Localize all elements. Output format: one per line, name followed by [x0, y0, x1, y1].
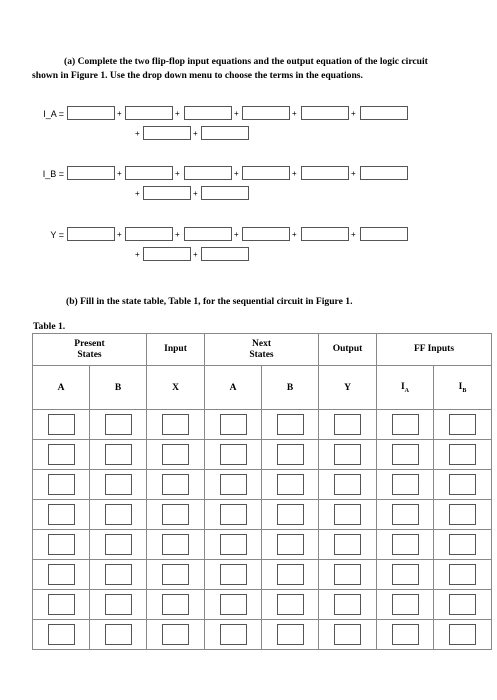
term-dropdown[interactable]	[184, 106, 232, 120]
plus-sign: +	[292, 230, 297, 239]
answer-input[interactable]	[220, 624, 247, 645]
answer-input[interactable]	[392, 414, 419, 435]
column-header-cell	[90, 366, 147, 410]
table-cell	[377, 590, 434, 620]
table-cell	[90, 560, 147, 590]
answer-input[interactable]	[162, 504, 189, 525]
plus-sign: +	[175, 109, 180, 118]
answer-input[interactable]	[449, 474, 476, 495]
term-dropdown[interactable]	[125, 166, 173, 180]
header-ff-inputs: FF Inputs	[377, 334, 492, 366]
term-dropdown[interactable]	[301, 166, 349, 180]
table-cell	[90, 440, 147, 470]
answer-input[interactable]	[392, 534, 419, 555]
answer-input[interactable]	[48, 474, 75, 495]
equation-label: I_B =	[42, 169, 64, 179]
answer-input[interactable]	[392, 474, 419, 495]
plus-sign: +	[117, 230, 122, 239]
column-header-subscript: B	[462, 387, 467, 394]
answer-input[interactable]	[277, 534, 304, 555]
answer-input[interactable]	[48, 444, 75, 465]
table-cell	[205, 440, 262, 470]
answer-input[interactable]	[48, 594, 75, 615]
plus-sign: +	[351, 230, 356, 239]
column-header-cell	[33, 366, 90, 410]
answer-input[interactable]	[162, 444, 189, 465]
answer-input[interactable]	[105, 564, 132, 585]
answer-input[interactable]	[277, 564, 304, 585]
answer-input[interactable]	[105, 624, 132, 645]
table-cell	[147, 530, 205, 560]
term-dropdown[interactable]	[184, 227, 232, 241]
part-a-instructions	[32, 55, 487, 83]
answer-input[interactable]	[334, 534, 361, 555]
answer-input[interactable]	[449, 594, 476, 615]
header-next-states	[205, 334, 319, 366]
table-cell	[33, 560, 90, 590]
answer-input[interactable]	[449, 444, 476, 465]
answer-input[interactable]	[220, 534, 247, 555]
column-header-row	[33, 366, 492, 410]
answer-input[interactable]	[449, 564, 476, 585]
answer-input[interactable]	[334, 564, 361, 585]
table-cell	[262, 410, 319, 440]
table-cell	[147, 560, 205, 590]
column-header-label: A	[229, 382, 237, 393]
table-cell	[147, 440, 205, 470]
table-cell	[33, 410, 90, 440]
table-cell	[434, 620, 492, 650]
column-header-label: I	[458, 381, 463, 392]
header-next-line-2: States	[249, 349, 274, 360]
table-cell	[434, 590, 492, 620]
table-cell	[377, 410, 434, 440]
answer-input[interactable]	[162, 594, 189, 615]
term-dropdown[interactable]	[184, 166, 232, 180]
table-cell	[90, 620, 147, 650]
answer-input[interactable]	[449, 414, 476, 435]
answer-input[interactable]	[105, 444, 132, 465]
answer-input[interactable]	[162, 414, 189, 435]
table-cell	[147, 620, 205, 650]
term-dropdown[interactable]	[360, 166, 408, 180]
table-cell	[33, 590, 90, 620]
table-cell	[90, 590, 147, 620]
term-dropdown[interactable]	[301, 227, 349, 241]
header-input: Input	[147, 334, 205, 366]
column-header-cell	[434, 366, 492, 410]
table-cell	[205, 410, 262, 440]
table-cell	[33, 620, 90, 650]
answer-input[interactable]	[105, 414, 132, 435]
table-cell	[434, 560, 492, 590]
table-cell	[205, 470, 262, 500]
plus-sign: +	[175, 230, 180, 239]
table-cell	[90, 530, 147, 560]
answer-input[interactable]	[449, 624, 476, 645]
equation-label: I_A =	[43, 109, 64, 119]
term-dropdown[interactable]	[360, 227, 408, 241]
answer-input[interactable]	[105, 504, 132, 525]
table-cell	[205, 500, 262, 530]
plus-sign: +	[193, 189, 198, 198]
part-a-line-1: (a) Complete the two flip-flop input equations and the output equation of the logic circuit	[64, 56, 428, 67]
plus-sign: +	[175, 169, 180, 178]
answer-input[interactable]	[220, 564, 247, 585]
part-b-instructions: (b) Fill in the state table, Table 1, for the sequential circuit in Figure 1.	[66, 296, 353, 307]
answer-input[interactable]	[334, 594, 361, 615]
answer-input[interactable]	[105, 594, 132, 615]
answer-input[interactable]	[334, 504, 361, 525]
table-cell	[262, 500, 319, 530]
column-header-cell	[319, 366, 377, 410]
table-cell	[90, 500, 147, 530]
column-header-label: I	[400, 381, 405, 392]
plus-sign: +	[351, 109, 356, 118]
term-dropdown[interactable]	[143, 247, 191, 261]
term-dropdown[interactable]	[301, 106, 349, 120]
table-cell	[33, 530, 90, 560]
term-dropdown[interactable]	[201, 126, 249, 140]
table-cell	[90, 470, 147, 500]
table-row	[33, 560, 492, 590]
term-dropdown[interactable]	[201, 247, 249, 261]
table-cell	[262, 440, 319, 470]
answer-input[interactable]	[48, 624, 75, 645]
table-cell	[205, 620, 262, 650]
answer-input[interactable]	[334, 624, 361, 645]
table-cell	[319, 410, 377, 440]
answer-input[interactable]	[277, 624, 304, 645]
plus-sign: +	[135, 129, 140, 138]
table-cell	[377, 530, 434, 560]
table-cell	[319, 500, 377, 530]
table-cell	[377, 500, 434, 530]
answer-input[interactable]	[220, 504, 247, 525]
answer-input[interactable]	[162, 474, 189, 495]
plus-sign: +	[351, 169, 356, 178]
table-cell	[434, 500, 492, 530]
table-cell	[434, 470, 492, 500]
answer-input[interactable]	[48, 504, 75, 525]
term-dropdown[interactable]	[242, 227, 290, 241]
term-dropdown[interactable]	[143, 126, 191, 140]
term-dropdown[interactable]	[143, 186, 191, 200]
table-cell	[262, 590, 319, 620]
term-dropdown[interactable]	[360, 106, 408, 120]
plus-sign: +	[135, 250, 140, 259]
term-dropdown[interactable]	[67, 106, 115, 120]
table-cell	[319, 470, 377, 500]
answer-input[interactable]	[277, 594, 304, 615]
column-header-cell	[205, 366, 262, 410]
answer-input[interactable]	[449, 504, 476, 525]
header-next-line-1: Next	[252, 338, 271, 349]
answer-input[interactable]	[392, 564, 419, 585]
answer-input[interactable]	[105, 474, 132, 495]
answer-input[interactable]	[392, 594, 419, 615]
table-cell	[147, 500, 205, 530]
table-row	[33, 620, 492, 650]
term-dropdown[interactable]	[125, 227, 173, 241]
term-dropdown[interactable]	[242, 166, 290, 180]
part-a-line-2: shown in Figure 1. Use the drop down menu to choose the terms in the equations.	[32, 70, 363, 81]
answer-input[interactable]	[277, 474, 304, 495]
plus-sign: +	[117, 109, 122, 118]
table-cell	[262, 470, 319, 500]
header-present-states	[33, 334, 147, 366]
header-present-line-2: States	[77, 349, 102, 360]
answer-input[interactable]	[392, 444, 419, 465]
table-cell	[319, 440, 377, 470]
answer-input[interactable]	[277, 504, 304, 525]
table-cell	[205, 530, 262, 560]
table-cell	[434, 410, 492, 440]
plus-sign: +	[234, 169, 239, 178]
answer-input[interactable]	[334, 474, 361, 495]
term-dropdown[interactable]	[125, 106, 173, 120]
answer-input[interactable]	[162, 624, 189, 645]
table-cell	[434, 530, 492, 560]
column-header-label: B	[114, 382, 122, 393]
plus-sign: +	[117, 169, 122, 178]
table-cell	[319, 560, 377, 590]
plus-sign: +	[292, 169, 297, 178]
answer-input[interactable]	[48, 564, 75, 585]
table-cell	[262, 620, 319, 650]
table-row	[33, 500, 492, 530]
table-row	[33, 410, 492, 440]
table-cell	[377, 470, 434, 500]
answer-input[interactable]	[277, 444, 304, 465]
answer-input[interactable]	[162, 564, 189, 585]
plus-sign: +	[292, 109, 297, 118]
term-dropdown[interactable]	[201, 186, 249, 200]
column-header-subscript: A	[404, 387, 410, 394]
table-cell	[33, 440, 90, 470]
answer-input[interactable]	[220, 414, 247, 435]
column-header-label: X	[172, 382, 179, 393]
answer-input[interactable]	[220, 594, 247, 615]
column-header-cell	[147, 366, 205, 410]
answer-input[interactable]	[48, 414, 75, 435]
table-cell	[319, 590, 377, 620]
answer-input[interactable]	[220, 474, 247, 495]
table-cell	[205, 590, 262, 620]
column-header-cell	[262, 366, 319, 410]
column-header-label: Y	[344, 382, 351, 393]
plus-sign: +	[193, 250, 198, 259]
table-row	[33, 530, 492, 560]
state-table	[32, 333, 492, 650]
plus-sign: +	[135, 189, 140, 198]
answer-input[interactable]	[392, 504, 419, 525]
table-cell	[377, 560, 434, 590]
table-cell	[147, 410, 205, 440]
answer-input[interactable]	[392, 624, 419, 645]
table-row	[33, 470, 492, 500]
answer-input[interactable]	[449, 534, 476, 555]
term-dropdown[interactable]	[242, 106, 290, 120]
plus-sign: +	[234, 230, 239, 239]
table-cell	[147, 470, 205, 500]
answer-input[interactable]	[334, 414, 361, 435]
table-row	[33, 440, 492, 470]
table-cell	[319, 620, 377, 650]
table-cell	[33, 500, 90, 530]
table-cell	[147, 590, 205, 620]
table-cell	[434, 440, 492, 470]
answer-input[interactable]	[105, 534, 132, 555]
table-cell	[377, 440, 434, 470]
header-output: Output	[319, 334, 377, 366]
answer-input[interactable]	[162, 534, 189, 555]
answer-input[interactable]	[334, 444, 361, 465]
header-present-line-1: Present	[74, 338, 105, 349]
table-cell	[319, 530, 377, 560]
table-row	[33, 590, 492, 620]
answer-input[interactable]	[220, 444, 247, 465]
table-cell	[262, 560, 319, 590]
table-caption: Table 1.	[33, 321, 66, 332]
column-header-label: B	[286, 382, 294, 393]
term-dropdown[interactable]	[67, 166, 115, 180]
column-header-label: A	[57, 382, 65, 393]
answer-input[interactable]	[48, 534, 75, 555]
term-dropdown[interactable]	[67, 227, 115, 241]
plus-sign: +	[234, 109, 239, 118]
table-cell	[262, 530, 319, 560]
table-cell	[90, 410, 147, 440]
column-header-cell	[377, 366, 434, 410]
plus-sign: +	[193, 129, 198, 138]
table-cell	[377, 620, 434, 650]
equation-label: Y =	[50, 230, 64, 240]
answer-input[interactable]	[277, 414, 304, 435]
table-cell	[33, 470, 90, 500]
table-cell	[205, 560, 262, 590]
